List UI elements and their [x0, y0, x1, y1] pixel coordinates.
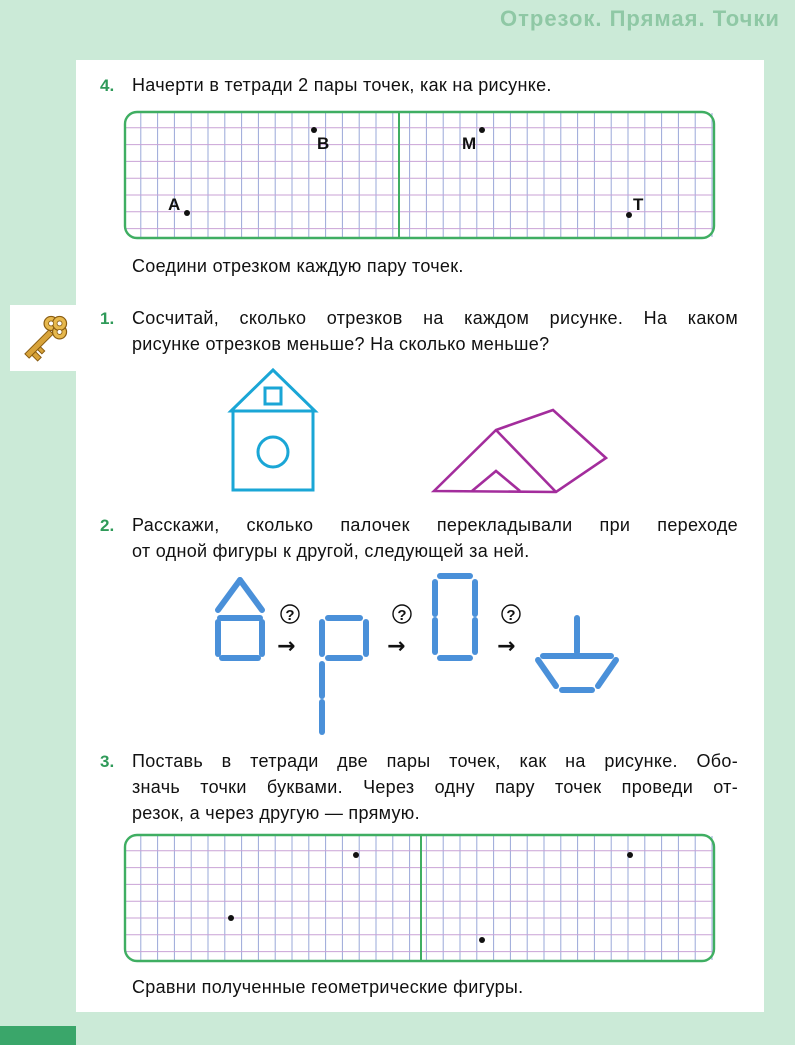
transition-1 [277, 605, 299, 659]
key-icon [14, 309, 74, 369]
grid-panel-2 [124, 834, 716, 963]
point-a [184, 210, 190, 216]
dot-2 [228, 915, 234, 921]
task-3-line-3: резок, а через другую — прямую. [132, 803, 420, 823]
stick-figure-2 [322, 618, 366, 732]
task-2-line-1: Расскажи, сколько палочек перекладывали при переходе [132, 515, 738, 535]
house-figure [228, 367, 318, 493]
transition-3 [497, 605, 520, 659]
task-1-line-1: Сосчитай, сколько отрезков на каждом рисунке. На каком [132, 308, 738, 328]
stick-figure-1 [218, 580, 262, 658]
tent-figure [430, 408, 610, 494]
page-corner-tab [0, 1026, 76, 1045]
point-b-label: B [317, 134, 330, 153]
dot-3 [627, 852, 633, 858]
stick-figures-row [210, 568, 630, 738]
stick-figure-3 [435, 576, 475, 658]
task-3-number: 3. [100, 752, 115, 771]
dot-4 [479, 937, 485, 943]
point-t [626, 212, 632, 218]
task-4-number: 4. [100, 76, 115, 95]
svg-text:?: ? [285, 607, 295, 624]
task-1-number: 1. [100, 309, 115, 328]
task-3-caption: Сравни полученные геометрические фигуры. [132, 977, 524, 997]
task-3-line-1: Поставь в тетради две пары точек, как на рисунке. Обо- [132, 751, 738, 771]
page-header-faded: Отрезок. Прямая. Точки [500, 6, 780, 31]
svg-text:?: ? [506, 607, 516, 624]
svg-text:?: ? [397, 607, 407, 624]
point-m-label: M [462, 134, 477, 153]
task-3-line-2: значь точки буквами. Через одну пару точек проведи от- [132, 777, 738, 797]
point-b [311, 127, 317, 133]
stick-figure-4 [538, 618, 616, 690]
dot-1 [353, 852, 359, 858]
grid-panel-1 [124, 111, 716, 240]
svg-text:→: → [497, 634, 516, 659]
task-4-caption: Соедини отрезком каждую пару точек. [132, 256, 464, 276]
transition-2 [387, 605, 411, 659]
task-2-number: 2. [100, 516, 115, 535]
svg-text:→: → [277, 634, 296, 659]
key-marker [10, 305, 78, 371]
task-1-line-2: рисунке отрезков меньше? На сколько меньше? [132, 334, 550, 354]
point-a-label: A [168, 195, 181, 214]
point-t-label: T [633, 195, 644, 214]
task-4-text: Начерти в тетради 2 пары точек, как на рисунке. [132, 75, 552, 95]
svg-text:→: → [387, 634, 406, 659]
point-m [479, 127, 485, 133]
task-2-line-2: от одной фигуры к другой, следующей за ней. [132, 541, 530, 561]
